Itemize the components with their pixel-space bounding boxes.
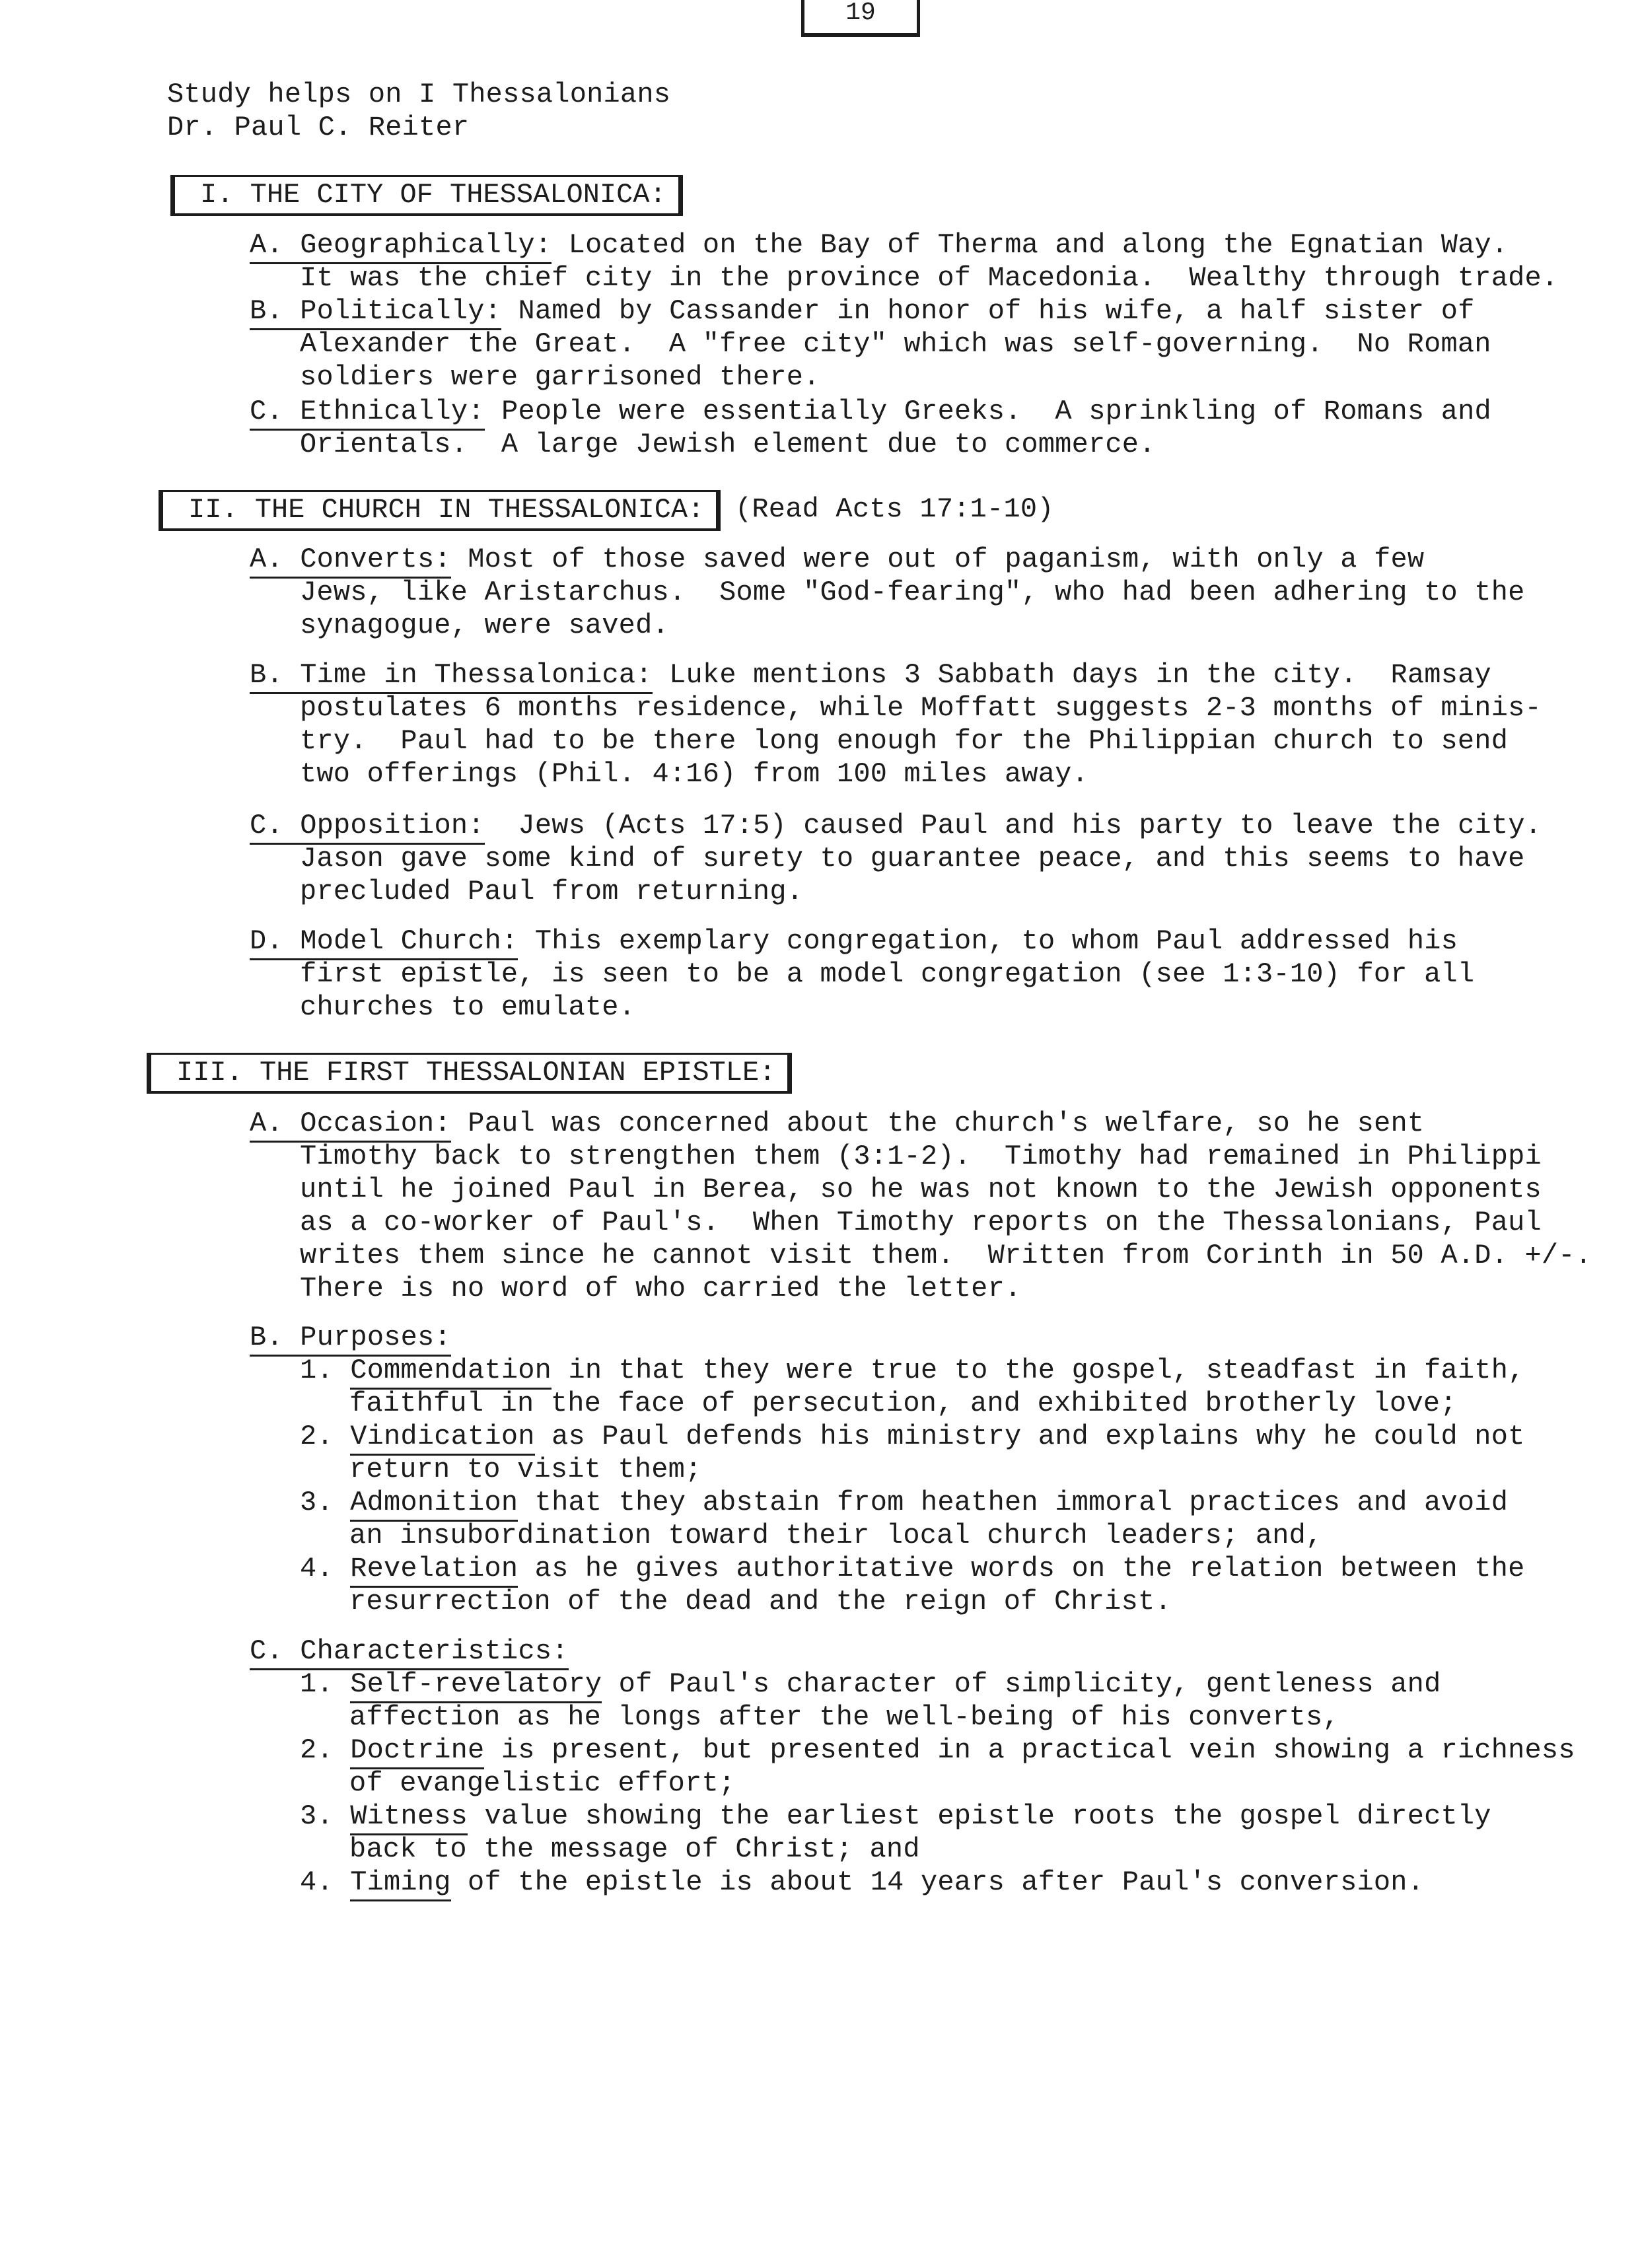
s1-b-text: Named by Cassander in honor of his wife, a half sister of [501, 295, 1475, 327]
section-heading-epistle: III. THE FIRST THESSALONIAN EPISTLE: [147, 1053, 792, 1094]
s1-a-line2: It was the chief city in the province of Macedonia. Wealthy through trade. [300, 262, 1559, 294]
characteristic-1-text: of Paul's character of simplicity, gentleness and [602, 1668, 1441, 1700]
purpose-2-line2: return to visit them; [349, 1454, 702, 1485]
s1-b-label: B. Politically: [250, 295, 501, 330]
document-author: Dr. Paul C. Reiter [167, 112, 470, 143]
s2-b-text: Luke mentions 3 Sabbath days in the city. Ramsay [652, 659, 1491, 691]
s2-c-text: Jews (Acts 17:5) caused Paul and his party to leave the city. [484, 810, 1542, 841]
section-heading-city: I. THE CITY OF THESSALONICA: [170, 175, 683, 216]
s1-a-label: A. Geographically: [250, 229, 552, 264]
s3-a-text: Paul was concerned about the church's welfare, so he sent [450, 1108, 1425, 1139]
section-heading-church: II. THE CHURCH IN THESSALONICA: [159, 490, 721, 531]
characteristic-2-line2: of evangelistic effort; [349, 1767, 736, 1799]
purpose-4-text: as he gives authoritative words on the relation between the [518, 1553, 1525, 1584]
s3-b-heading [250, 1321, 451, 1354]
s3-a-line4: as a co-worker of Paul's. When Timothy reports on the Thessalonians, Paul [300, 1207, 1542, 1238]
characteristic-4-text: of the epistle is about 14 years after Paul's conversion. [450, 1866, 1425, 1898]
page-number: 19 [801, 0, 920, 37]
s2-c-line1 [250, 809, 1542, 842]
s2-b-line1 [250, 658, 1491, 691]
purpose-3-line1 [300, 1486, 1508, 1519]
characteristic-4-key: Timing [350, 1866, 450, 1901]
s2-a-text: Most of those saved were out of paganism, with only a few [450, 544, 1425, 575]
s2-b-line3: try. Paul had to be there long enough for the Philippian church to send [300, 725, 1509, 757]
purpose-1-text: in that they were true to the gospel, steadfast in faith, [552, 1355, 1525, 1386]
s1-a-text: Located on the Bay of Therma and along the Egnatian Way. [552, 229, 1509, 261]
purpose-2-key: Vindication [350, 1421, 534, 1456]
purpose-4-line1 [300, 1552, 1525, 1585]
s3-b-label: B. Purposes: [250, 1322, 451, 1357]
s3-a-line1 [250, 1107, 1424, 1140]
s2-a-line1 [250, 543, 1424, 576]
s2-b-line2: postulates 6 months residence, while Moffatt suggests 2-3 months of minis- [300, 692, 1542, 724]
characteristic-1-number: 1. [300, 1668, 334, 1700]
s3-c-label: C. Characteristics: [250, 1635, 569, 1670]
document-title: Study helps on I Thessalonians [167, 79, 671, 110]
purpose-1-line2: faithful in the face of persecution, and exhibited brotherly love; [349, 1388, 1457, 1419]
s2-a-label: A. Converts: [250, 544, 451, 579]
characteristic-3-number: 3. [300, 1800, 334, 1832]
characteristic-1-key: Self-revelatory [350, 1668, 602, 1703]
purpose-1-line1 [300, 1354, 1525, 1387]
s2-c-line3: precluded Paul from returning. [300, 876, 804, 907]
characteristic-1-line2: affection as he longs after the well-being of his converts, [349, 1701, 1339, 1733]
s3-a-line2: Timothy back to strengthen them (3:1-2). Timothy had remained in Philippi [300, 1141, 1542, 1172]
s3-a-line6: There is no word of who carried the letter. [300, 1273, 1022, 1304]
s1-c-text: People were essentially Greeks. A sprinkling of Romans and [484, 396, 1491, 427]
characteristic-1-line1 [300, 1668, 1441, 1701]
purpose-1-number: 1. [300, 1355, 334, 1386]
characteristic-2-number: 2. [300, 1734, 334, 1766]
s2-a-line2: Jews, like Aristarchus. Some "God-fearing", who had been adhering to the [300, 577, 1525, 608]
characteristic-4-number: 4. [300, 1866, 334, 1898]
purpose-2-line1 [300, 1420, 1525, 1453]
s3-a-line3: until he joined Paul in Berea, so he was not known to the Jewish opponents [300, 1174, 1542, 1205]
purpose-3-key: Admonition [350, 1487, 518, 1522]
s2-c-line2: Jason gave some kind of surety to guarantee peace, and this seems to have [300, 843, 1525, 874]
s3-a-line5: writes them since he cannot visit them. Written from Corinth in 50 A.D. +/-. [300, 1240, 1592, 1271]
s2-d-label: D. Model Church: [250, 925, 518, 960]
purpose-4-line2: resurrection of the dead and the reign of Christ. [349, 1586, 1172, 1617]
purpose-1-key: Commendation [350, 1355, 552, 1390]
s2-b-line4: two offerings (Phil. 4:16) from 100 miles away. [300, 758, 1088, 790]
characteristic-3-line2: back to the message of Christ; and [349, 1833, 920, 1865]
s2-d-line2: first epistle, is seen to be a model congregation (see 1:3-10) for all [300, 958, 1475, 990]
s1-c-line2: Orientals. A large Jewish element due to commerce. [300, 429, 1156, 460]
s2-d-line1 [250, 925, 1458, 958]
s2-a-line3: synagogue, were saved. [300, 610, 669, 641]
characteristic-4-line1 [300, 1866, 1424, 1899]
s1-c-line1 [250, 395, 1491, 428]
purpose-2-text: as Paul defends his ministry and explains why he could not [534, 1421, 1525, 1452]
s1-b-line1 [250, 295, 1475, 328]
purpose-2-number: 2. [300, 1421, 334, 1452]
purpose-4-number: 4. [300, 1553, 334, 1584]
characteristic-2-text: is present, but presented in a practical vein showing a richness [484, 1734, 1575, 1766]
purpose-4-key: Revelation [350, 1553, 518, 1588]
s2-reading-note: (Read Acts 17:1-10) [735, 493, 1054, 525]
characteristic-3-text: value showing the earliest epistle roots the gospel directly [468, 1800, 1491, 1832]
s1-a-line1 [250, 229, 1508, 262]
s3-c-heading [250, 1635, 569, 1668]
purpose-3-line2: an insubordination toward their local church leaders; and, [349, 1520, 1323, 1551]
s3-a-label: A. Occasion: [250, 1108, 451, 1143]
s1-b-line2: Alexander the Great. A "free city" which was self-governing. No Roman [300, 328, 1491, 360]
characteristic-3-key: Witness [350, 1800, 468, 1835]
s2-d-line3: churches to emulate. [300, 991, 636, 1023]
s2-d-text: This exemplary congregation, to whom Paul addressed his [518, 925, 1458, 957]
purpose-3-number: 3. [300, 1487, 334, 1518]
s1-b-line3: soldiers were garrisoned there. [300, 361, 820, 393]
purpose-3-text: that they abstain from heathen immoral practices and avoid [518, 1487, 1509, 1518]
characteristic-2-key: Doctrine [350, 1734, 484, 1769]
s2-b-label: B. Time in Thessalonica: [250, 659, 653, 694]
characteristic-3-line1 [300, 1800, 1491, 1833]
characteristic-2-line1 [300, 1734, 1575, 1767]
s2-c-label: C. Opposition: [250, 810, 485, 845]
s1-c-label: C. Ethnically: [250, 396, 485, 431]
